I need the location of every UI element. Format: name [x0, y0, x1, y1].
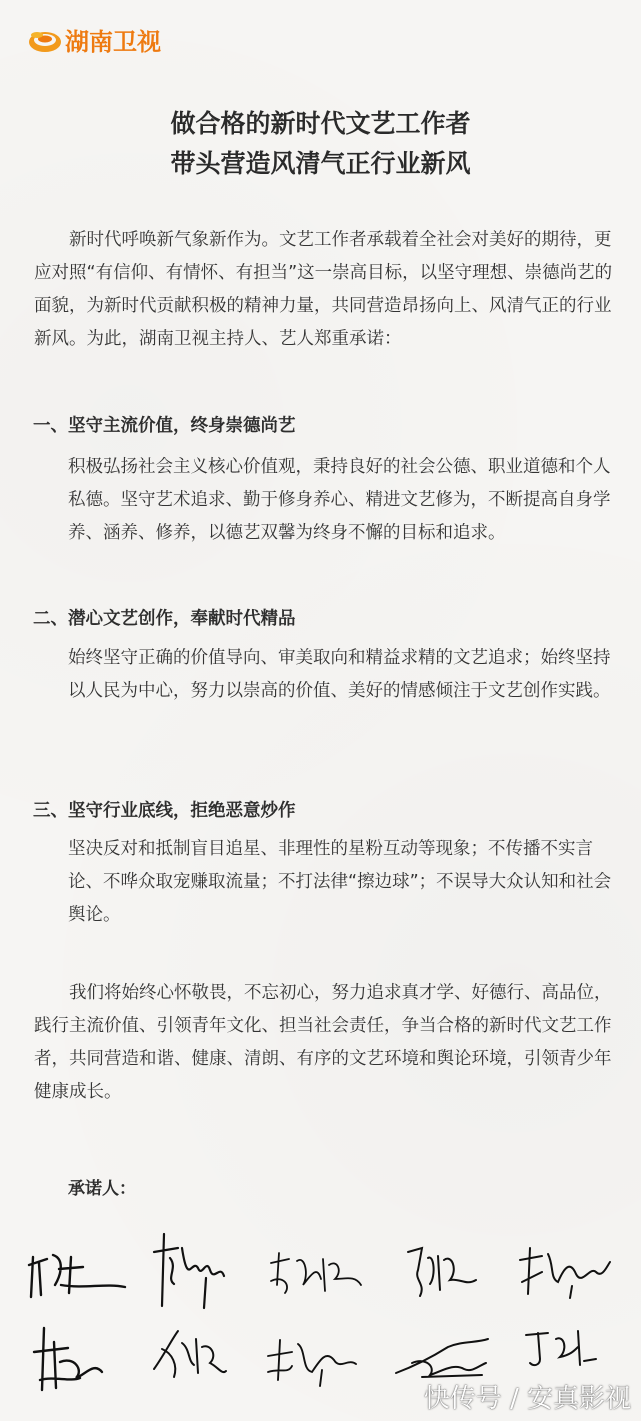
section-heading-3: 三、坚守行业底线，拒绝恶意炒作: [33, 801, 296, 821]
section-heading-2: 二、潜心文艺创作，奉献时代精品: [33, 609, 296, 629]
watermark-text: 快传号 / 安真影视: [423, 1384, 631, 1414]
signature-9: [392, 1333, 492, 1383]
hunan-tv-logo: [27, 22, 161, 57]
signature-3: [265, 1245, 365, 1300]
section-body-1: 积极弘扬社会主义核心价值观，秉持良好的社会公德、职业道德和个人私德。坚守艺术追求、勤于修身养心、精进文艺修为，不断提高自身学养、涵养、修养，以德艺双馨为终身不懈的目标和追求。: [68, 457, 611, 543]
logo-text: 湖南卫视: [65, 28, 161, 56]
signature-1: [25, 1245, 130, 1305]
document-title-line1: 做合格的新时代文艺工作者: [170, 109, 471, 138]
signature-2: [148, 1228, 228, 1313]
signature-7: [148, 1325, 228, 1385]
document-title-line2: 带头营造风清气正行业新风: [170, 149, 471, 178]
section-body-2: 始终坚守正确的价值导向、审美取向和精益求精的文艺追求；始终坚持以人民为中心，努力以崇高的价值、美好的情感倾注于文艺创作实践。: [68, 648, 611, 701]
signature-8: [262, 1330, 362, 1390]
section-body-3: 坚决反对和抵制盲目追星、非理性的星粉互动等现象；不传播不实言论、不哗众取宠赚取流量；不打法律“擦边球”；不误导大众认知和社会舆论。: [68, 839, 612, 925]
signature-10: [520, 1325, 600, 1375]
closing-paragraph: 我们将始终心怀敬畏，不忘初心，努力追求真才学、好德行、高品位，践行主流价值、引领青年文化、担当社会责任，争当合格的新时代文艺工作者，共同营造和谐、健康、清朗、有序的文艺环境和舆论环境，引领青少年健康成长。: [34, 983, 612, 1102]
signature-4: [402, 1240, 482, 1300]
signer-label: 承诺人：: [68, 1179, 136, 1199]
hunan-tv-logo-icon: [27, 26, 63, 54]
signature-5: [512, 1242, 612, 1300]
signature-6: [30, 1322, 110, 1397]
intro-paragraph: 新时代呼唤新气象新作为。文艺工作者承载着全社会对美好的期待，更应对照“有信仰、有情怀、有担当”这一崇高目标，以坚守理想、崇德尚艺的面貌，为新时代贡献积极的精神力量，共同营造昂扬向上、风清气正的行业新风。为此，湖南卫视主持人、艺人郑重承诺：: [34, 230, 613, 349]
section-heading-1: 一、坚守主流价值，终身崇德尚艺: [33, 416, 296, 436]
